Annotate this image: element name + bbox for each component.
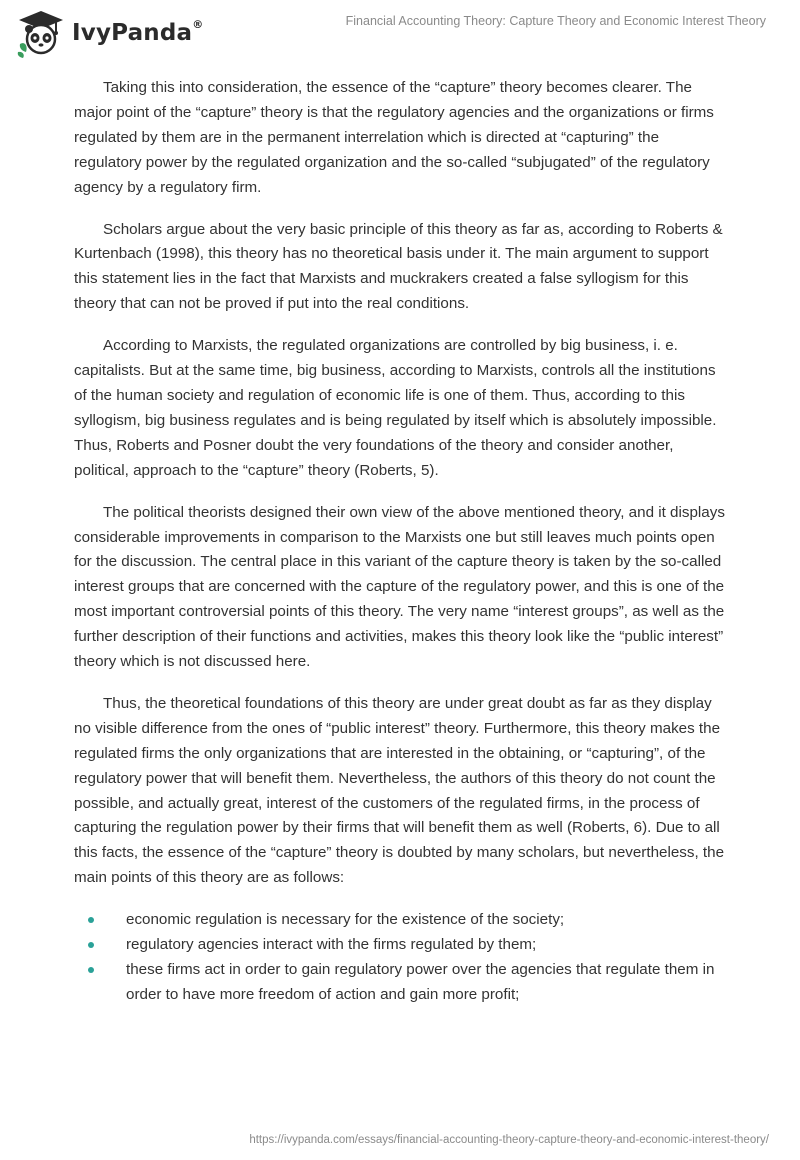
list-item [74,908,726,933]
footer-url[interactable]: https://ivypanda.com/essays/financial-accounting-theory-capture-theory-and-economic-interest-theory/ [249,1134,769,1146]
list-item [74,933,726,958]
paragraph: Thus, the theoretical foundations of this theory are under great doubt as far as they display no visible difference from the ones of “public interest” theory. Furthermore, this theory makes the regulated firms the only organizations that are interested in the obtaining, or “capturing”, of the regulatory power that will benefit them. Nevertheless, the authors of this theory do not count the possible, and actually great, interest of the customers of the regulated firms, in the process of capturing the regulation power by their firms that will benefit them as well (Roberts, 6). Due to all this facts, the essence of the “capture” theory is doubted by many scholars, but nevertheless, the main points of this theory are as follows: [74,694,725,887]
logo[interactable] [16,8,203,58]
bullet-dot-icon [88,917,94,923]
list-item-text: economic regulation is necessary for the existence of the society; [126,911,565,929]
logo-text: IvyPanda® [72,18,204,46]
paragraph: According to Marxists, the regulated organizations are controlled by big business, i. e. capitalists. But at the same time, big business, according to Marxists, controls all the institutions of the human society and regulation of economic life is one of them. Thus, according to this syllogism, big business regulates and is being regulated by itself which is absolutely impossible. Thus, Roberts and Posner doubt the very foundations of the theory and consider another, political, approach to the “capture” theory (Roberts, 5). [74,337,717,479]
list-item-text: regulatory agencies interact with the firms regulated by them; [126,936,537,954]
document-title: Financial Accounting Theory: Capture Theory and Economic Interest Theory [345,14,766,28]
page-header [0,0,800,72]
essay-content [74,76,726,1008]
bullet-list [74,908,726,1008]
list-item [74,958,726,1008]
paragraph: The political theorists designed their own view of the above mentioned theory, and it displays considerable improvements in comparison to the Marxists one but still leaves much points open for the discussion. The central place in this variant of the capture theory is taken by the so-called interest groups that are concerned with the capture of the regulatory power, and this is one of the most important controversial points of this theory. The very name “interest groups”, as well as the further description of their functions and activities, makes this theory look like the “public interest” theory which is not discussed here. [74,503,725,671]
bullet-dot-icon [88,942,94,948]
panda-graduate-icon [16,8,66,58]
paragraph: Taking this into consideration, the essence of the “capture” theory becomes clearer. The major point of the “capture” theory is that the regulatory agencies and the organizations or firms regulated by them are in the permanent interrelation which is directed at “capturing” the regulatory power by the regulated organization and the so-called “subjugated” of the regulatory agency by a regulatory firm. [74,79,714,196]
list-item-text: these firms act in order to gain regulatory power over the agencies that regulate them in order to have more freedom of action and gain more profit; [126,961,715,1003]
paragraph: Scholars argue about the very basic principle of this theory as far as, according to Roberts & Kurtenbach (1998), this theory has no theoretical basis under it. The main argument to support this statement lies in the fact that Marxists and muckrakers created a false syllogism for this theory that can not be proved if put into the real conditions. [74,220,723,313]
bullet-dot-icon [88,967,94,973]
